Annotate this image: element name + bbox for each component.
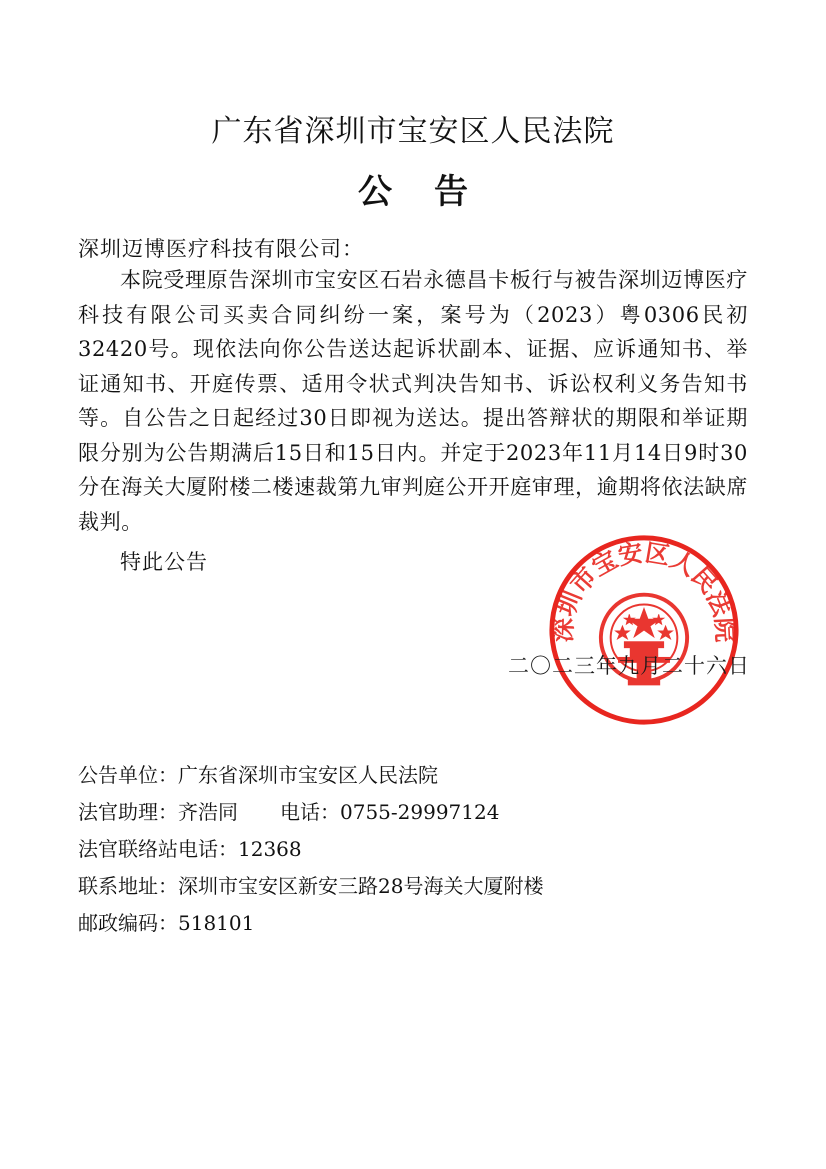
title-char-1: 公 [358, 172, 392, 212]
address-label: 联系地址： [78, 874, 178, 898]
station-label: 法官联络站电话： [78, 837, 238, 861]
phone-value: 0755-29997124 [340, 800, 500, 824]
assistant-value: 齐浩同 [178, 800, 238, 824]
assistant-line [78, 794, 543, 831]
address-value: 深圳市宝安区新安三路28号海关大厦附楼 [178, 874, 544, 898]
notice-body-paragraph: 本院受理原告深圳市宝安区石岩永德昌卡板行与被告深圳迈博医疗科技有限公司买卖合同纠纷一案，案号为（2023）粤0306民初32420号。现依法向你公告送达起诉状副本、证据、应诉通知书、举证通知书、开庭传票、适用令状式判决告知书、诉讼权利义务告知书等。自公告之日起经过30日即视为送达。提出答辩状的期限和举证期限分别为公告期满后15日和15日内。并定于2023年11月14日9时30分在海关大厦附楼二楼速裁第九审判庭公开开庭审理，逾期将依法缺席裁判。 [78, 268, 748, 534]
notice-body [78, 263, 748, 539]
court-name: 广东省深圳市宝安区人民法院 [211, 114, 615, 149]
address-line [78, 868, 543, 905]
station-line [78, 831, 543, 868]
contact-info [78, 757, 543, 942]
postcode-value: 518101 [178, 911, 255, 935]
issuer-line [78, 757, 543, 794]
phone-label: 电话： [280, 800, 340, 824]
notice-date: 二〇二三年九月二十六日 [508, 654, 750, 678]
seal-text: 深圳市宝安区人民法院 [548, 537, 740, 643]
title-char-2: 告 [434, 172, 468, 212]
closing-phrase: 特此公告 [120, 550, 208, 574]
addressee: 深圳迈博医疗科技有限公司： [78, 237, 364, 261]
station-value: 12368 [238, 837, 302, 861]
court-seal-stamp [546, 532, 742, 728]
issuer-label: 公告单位： [78, 763, 178, 787]
postcode-line [78, 905, 543, 942]
issuer-value: 广东省深圳市宝安区人民法院 [178, 763, 438, 787]
assistant-label: 法官助理： [78, 800, 178, 824]
notice-title [0, 164, 826, 213]
postcode-label: 邮政编码： [78, 911, 178, 935]
